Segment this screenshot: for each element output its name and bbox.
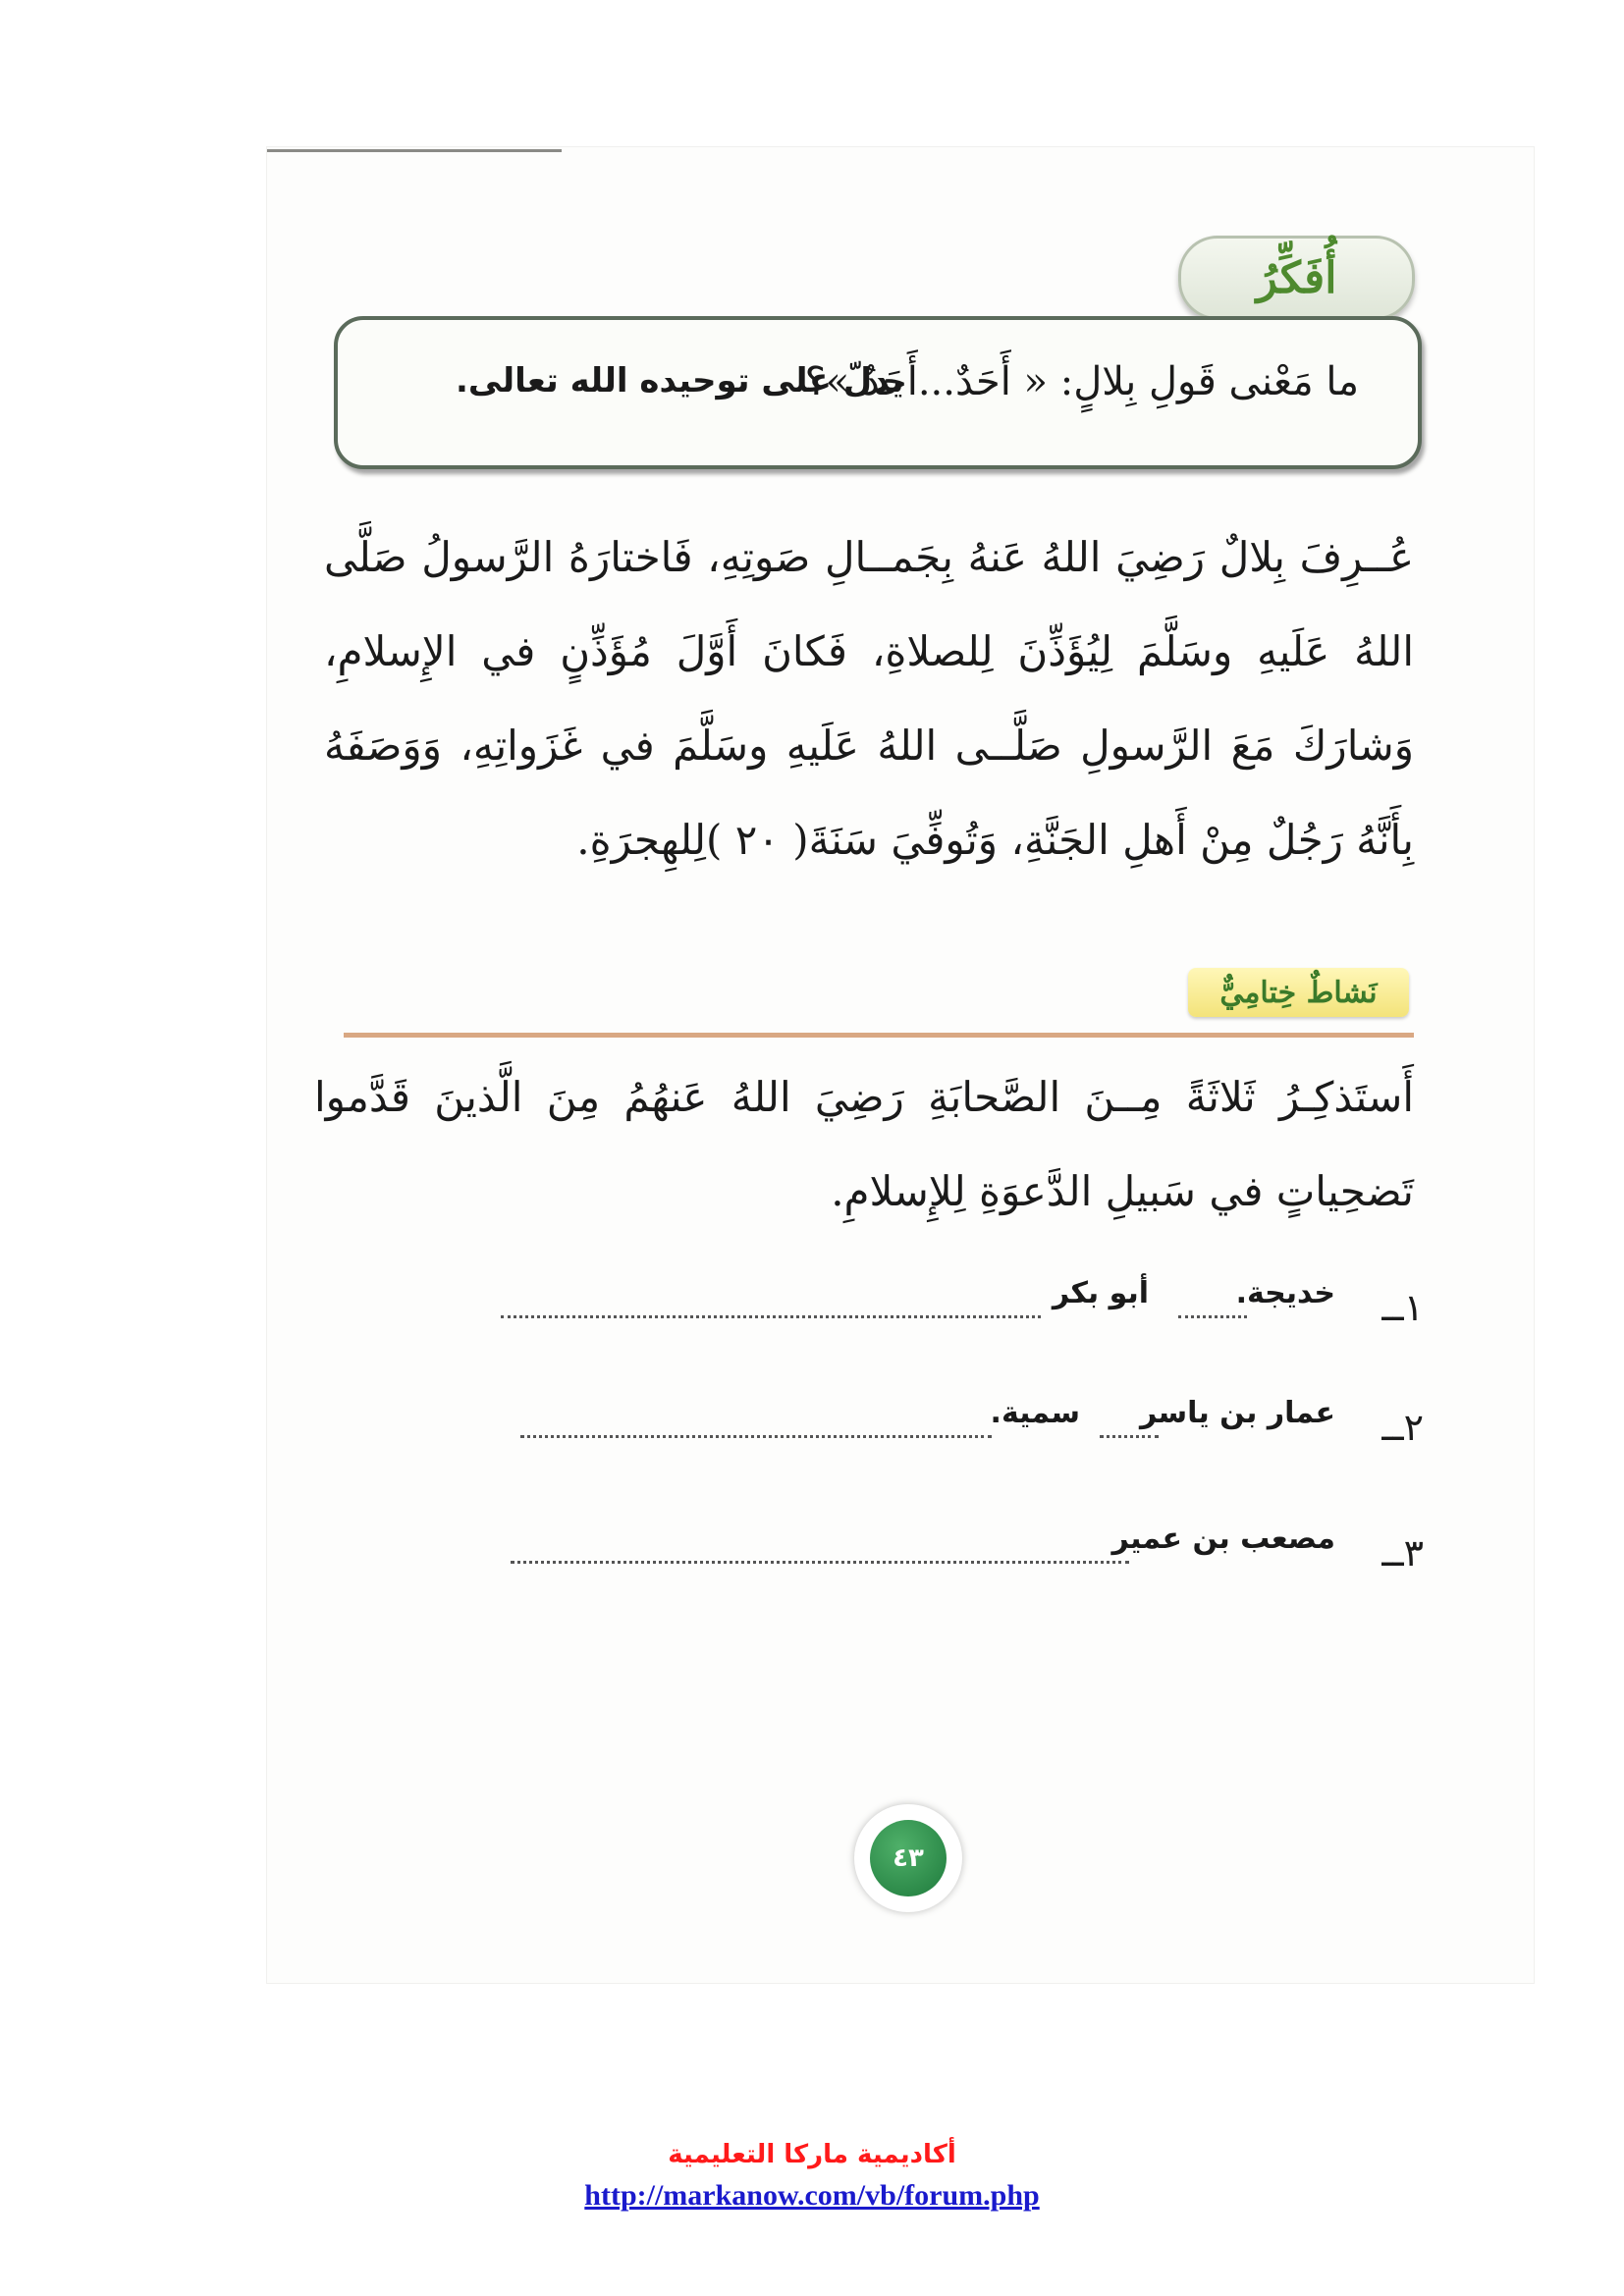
answer-row-3 (393, 1522, 1424, 1600)
activity-rule (344, 1033, 1414, 1038)
page-number-badge (854, 1804, 962, 1912)
answer-1-dots-a (1178, 1315, 1247, 1318)
footer-forum-link[interactable]: http://markanow.com/vb/forum.php (584, 2179, 1040, 2212)
bilal-paragraph: عُــرِفَ بِلالٌ رَضِيَ اللهُ عَنهُ بِجَمــالِ صَوتِهِ، فَاختارَهُ الرَّسولُ صَلَّى اللهُ عَلَيهِ وسَلَّمَ لِيُؤَذِّنَ لِلصلاةِ، فَكانَ أَوَّلَ مُؤَذِّنٍ في الإِسلامِ، وَشارَكَ مَعَ الرَّسولِ صَلَّــى اللهُ عَلَيهِ وسَلَّمَ في غَزَواتِهِ، وَوَصَفَهُ بِأَنَّهُ رَجُلٌ مِنْ أَهلِ الجَنَّةِ، وَتُوفِّيَ سَنَةَ( ٢٠ )لِلهِجرَةِ. (324, 533, 1414, 864)
answer-number-3: ٣ــ (1381, 1531, 1424, 1575)
answer-3-first[interactable]: مصعب بن عمير (1111, 1522, 1335, 1556)
answer-1-dots-b (501, 1315, 1041, 1318)
footer-academy-name: أكاديمية ماركا التعليمية (668, 2140, 956, 2169)
answer-row-2 (393, 1396, 1424, 1474)
think-question: ما مَعْنى قَولِ بِلالٍ: « أَحَدٌ...أَحَدٌ »؟ (804, 359, 1359, 404)
answer-2-first[interactable]: عمار بن ياسر (1140, 1396, 1335, 1430)
top-rule (267, 149, 562, 152)
answer-1-second[interactable]: أبو بكر (1052, 1276, 1149, 1310)
answer-3-dots (511, 1561, 1129, 1564)
think-question-box (334, 316, 1422, 469)
answer-number-2: ٢ــ (1381, 1406, 1424, 1449)
final-activity-tag (1188, 968, 1409, 1017)
answer-2-dots-b (520, 1435, 992, 1438)
answer-number-1: ١ــ (1381, 1286, 1424, 1329)
think-answer: يدلّ على توحيده الله تعالى. (456, 361, 904, 400)
answer-2-second[interactable]: سمية. (990, 1396, 1080, 1430)
think-heading: أُفَكِّرُ (1256, 252, 1337, 303)
activity-instruction: أَستَذكِـرُ ثَلاثَةً مِــنَ الصَّحابَةِ رَضِيَ اللهُ عَنهُمُ مِنَ الَّذينَ قَدَّموا تَضحِياتٍ في سَبيلِ الدَّعوَةِ لِلإِسلامِ. (314, 1073, 1414, 1215)
page-number: ٤٣ (893, 1843, 924, 1873)
page-number-circle (870, 1820, 947, 1896)
answer-row-1 (393, 1276, 1424, 1355)
think-heading-pill (1178, 236, 1415, 320)
final-activity-label: نَشاطٌ خِتامِيٌّ (1219, 975, 1378, 1010)
answer-2-dots-a (1100, 1435, 1159, 1438)
answer-1-first[interactable]: خديجة. (1235, 1276, 1335, 1310)
